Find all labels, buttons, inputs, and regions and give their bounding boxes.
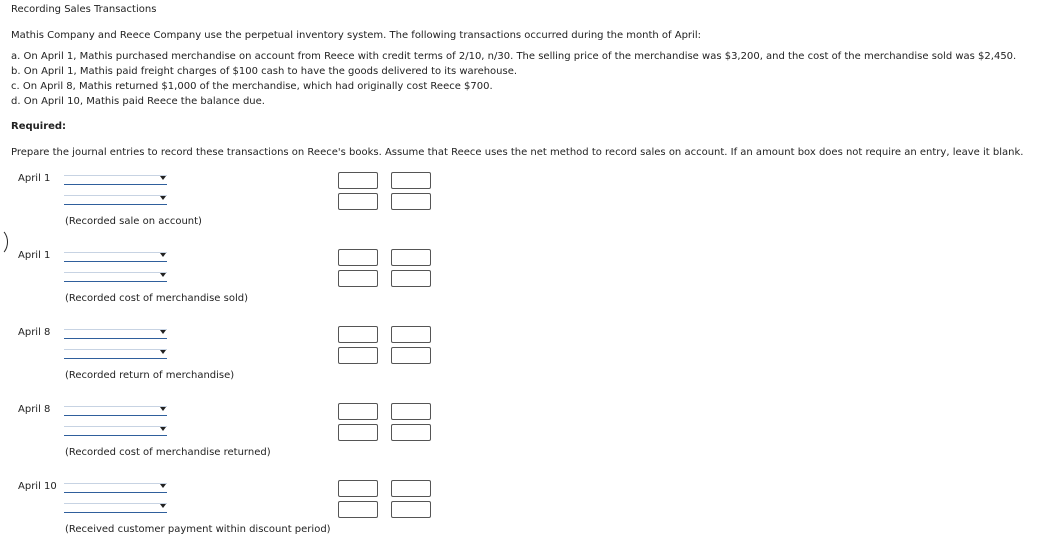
debit-amount-input[interactable] [338,249,378,266]
account-dropdown[interactable] [64,252,167,262]
dropdown-arrow-icon [160,253,166,257]
credit-amount-input[interactable] [391,193,431,210]
credit-amount-input[interactable] [391,172,431,189]
transaction-item-d: d. On April 10, Mathis paid Reece the balance due. [11,96,265,107]
entry-caption: (Recorded cost of merchandise sold) [65,293,248,304]
debit-amount-input[interactable] [338,193,378,210]
dropdown-arrow-icon [160,427,166,431]
credit-amount-input[interactable] [391,480,431,497]
instructions-text: Prepare the journal entries to record these transactions on Reece's books. Assume that Reece uses the net method to record sales on account. If an amount box does not require an entry, leave it blank. [11,147,1024,158]
dropdown-arrow-icon [160,504,166,508]
dropdown-arrow-icon [160,196,166,200]
dropdown-arrow-icon [160,350,166,354]
transaction-item-a: a. On April 1, Mathis purchased merchandise on account from Reece with credit terms of 2/10, n/30. The selling price of the merchandise was $3,200, and the cost of the merchandise sold was $2,450. [11,51,1017,62]
entry-date: April 1 [18,173,51,184]
dropdown-arrow-icon [160,484,166,488]
debit-amount-input[interactable] [338,403,378,420]
page-edge-bracket-icon [0,228,8,256]
credit-amount-input[interactable] [391,270,431,287]
debit-amount-input[interactable] [338,172,378,189]
credit-amount-input[interactable] [391,403,431,420]
entry-caption: (Recorded cost of merchandise returned) [65,447,271,458]
entry-date: April 8 [18,327,51,338]
account-dropdown[interactable] [64,349,167,359]
required-heading: Required: [11,121,67,132]
entry-caption: (Received customer payment within discount period) [65,524,331,535]
debit-amount-input[interactable] [338,424,378,441]
account-dropdown[interactable] [64,329,167,339]
transaction-item-c: c. On April 8, Mathis returned $1,000 of the merchandise, which had originally cost Reece $700. [11,81,493,92]
debit-amount-input[interactable] [338,480,378,497]
credit-amount-input[interactable] [391,347,431,364]
account-dropdown[interactable] [64,503,167,513]
entry-caption: (Recorded sale on account) [65,216,202,227]
entry-date: April 1 [18,250,51,261]
dropdown-arrow-icon [160,273,166,277]
entry-date: April 8 [18,404,51,415]
account-dropdown[interactable] [64,483,167,493]
debit-amount-input[interactable] [338,347,378,364]
credit-amount-input[interactable] [391,424,431,441]
account-dropdown[interactable] [64,175,167,185]
credit-amount-input[interactable] [391,249,431,266]
account-dropdown[interactable] [64,272,167,282]
intro-text: Mathis Company and Reece Company use the perpetual inventory system. The following transactions occurred during the month of April: [11,30,701,41]
dropdown-arrow-icon [160,176,166,180]
transaction-item-b: b. On April 1, Mathis paid freight charges of $100 cash to have the goods delivered to its warehouse. [11,66,518,77]
entry-date: April 10 [18,481,57,492]
credit-amount-input[interactable] [391,326,431,343]
debit-amount-input[interactable] [338,270,378,287]
page-title: Recording Sales Transactions [11,4,157,15]
account-dropdown[interactable] [64,406,167,416]
debit-amount-input[interactable] [338,501,378,518]
account-dropdown[interactable] [64,195,167,205]
debit-amount-input[interactable] [338,326,378,343]
dropdown-arrow-icon [160,407,166,411]
credit-amount-input[interactable] [391,501,431,518]
account-dropdown[interactable] [64,426,167,436]
entry-caption: (Recorded return of merchandise) [65,370,235,381]
dropdown-arrow-icon [160,330,166,334]
